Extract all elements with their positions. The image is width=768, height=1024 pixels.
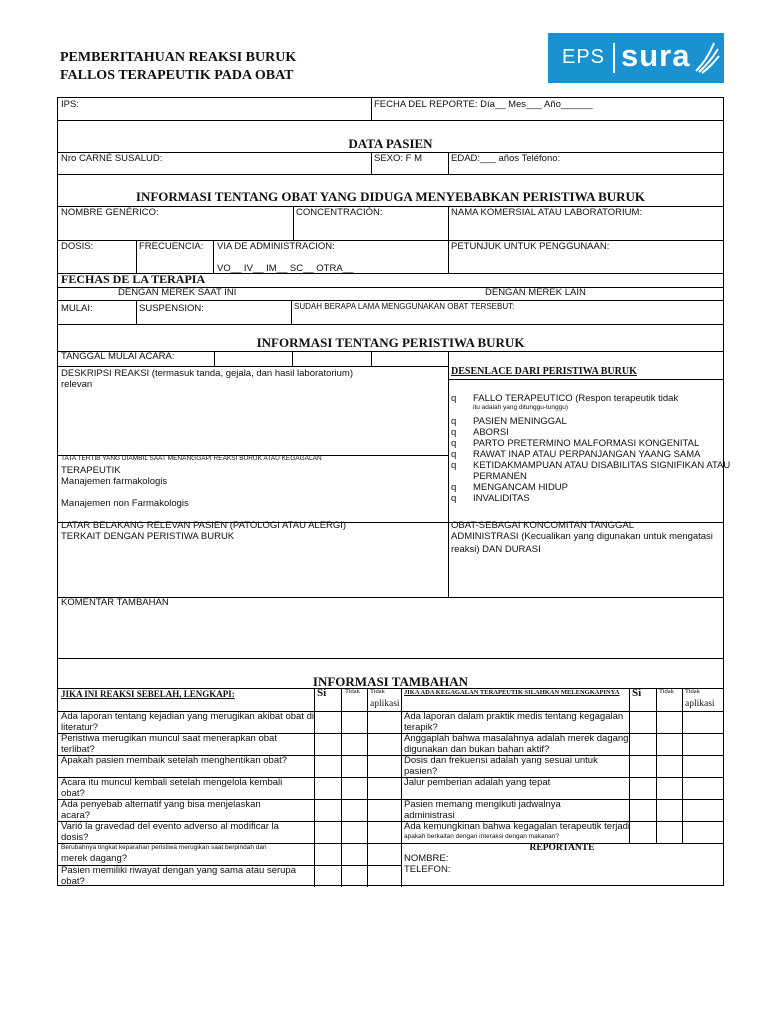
- left-section-heading: JIKA INI REAKSI SEBELAH, LENGKAPI:: [61, 689, 235, 699]
- question-row-small: Berubahnya tingkat keparahan peristiwa merugikan saat berpindah dari: [61, 844, 267, 851]
- patient-data-heading: DATA PASIEN: [348, 136, 433, 151]
- additional-info-heading: INFORMASI TAMBAHAN: [312, 674, 469, 689]
- reaction-description-label-2: relevan: [61, 379, 93, 390]
- failure-question-row: Ada kemungkinan bahwa kegagalan terapeutik terjadi: [404, 821, 631, 832]
- concomitant-drugs-label-3: reaksi) DAN DURASI: [451, 544, 541, 555]
- failure-question-row-small: apakah berkaitan dengan interaksi dengan makanan?: [404, 833, 560, 840]
- age-phone-field[interactable]: EDAD:___ años Teléfono:: [451, 153, 561, 164]
- logo-sura-text: sura: [621, 38, 691, 73]
- other-brand-label: DENGAN MEREK LAIN: [485, 287, 586, 298]
- concentration-field[interactable]: CONCENTRACIÓN:: [296, 207, 383, 218]
- question-row-cont: merek dagang?: [61, 853, 128, 864]
- sex-field[interactable]: SEXO: F M: [374, 153, 423, 164]
- start-field[interactable]: MULAI:: [61, 303, 93, 314]
- question-row: Peristiwa merugikan muncul saat menerapkan obat: [61, 733, 277, 744]
- reporter-phone-field[interactable]: TELEFON:: [404, 864, 451, 875]
- outcome-heading: DESENLACE DARI PERISTIWA BURUK: [451, 366, 637, 377]
- outcome-label: PASIEN MENINGGAL: [473, 416, 567, 427]
- na-column-header-2: aplikasi: [370, 699, 400, 709]
- checkbox-invaliditas[interactable]: q: [451, 493, 457, 504]
- question-row: Ada penyebab alternatif yang bisa menjelaskan: [61, 799, 261, 810]
- failure-question-row: Dosis dan frekuensi adalah yang sesuai untuk: [404, 755, 598, 766]
- form-title: PEMBERITAHUAN REAKSI BURUK: [60, 50, 297, 65]
- checkbox-meninggal[interactable]: q: [451, 416, 457, 427]
- dose-field[interactable]: DOSIS:: [61, 241, 94, 252]
- reaction-description-label: DESKRIPSI REAKSI (termasuk tanda, gejala, dan hasil laboratorium): [61, 368, 353, 379]
- route-field[interactable]: VIA DE ADMINISTRACION:: [217, 241, 335, 252]
- failure-question-row: Jalur pemberian adalah yang tepat: [404, 777, 551, 788]
- therapy-dates-heading: FECHAS DE LA TERAPIA: [61, 272, 206, 286]
- reporter-name-field[interactable]: NOMBRE:: [404, 853, 449, 864]
- actions-taken-label: TATA TERTIB YANG DIAMBIL SAAT MENANGGAPI REAKSI BURUK ATAU KEGAGALAN: [61, 455, 322, 462]
- therapeutic-label: TERAPEUTIK: [61, 465, 121, 476]
- na-column-header-right-2: aplikasi: [685, 699, 715, 709]
- na-column-header-right: Tidak: [685, 688, 700, 695]
- checkbox-fallo[interactable]: q: [451, 393, 457, 404]
- duration-field[interactable]: SUDAH BERAPA LAMA MENGGUNAKAN OBAT TERSEBUT:: [294, 302, 515, 311]
- commercial-name-field[interactable]: NAMA KOMERSIAL ATAU LABORATORIUM:: [451, 207, 643, 218]
- eps-sura-logo: [548, 33, 724, 83]
- checkbox-parto[interactable]: q: [451, 438, 457, 449]
- usage-instructions-field[interactable]: PETUNJUK UNTUK PENGGUNAAN:: [451, 241, 610, 252]
- concomitant-drugs-label: OBAT-SEBAGAI KONCOMITAN TANGGAL: [451, 520, 634, 531]
- failure-question-row-cont: pasien?: [404, 766, 438, 777]
- checkbox-aborsi[interactable]: q: [451, 427, 457, 438]
- failure-question-row-cont: administrasi: [404, 810, 455, 821]
- question-row: Pasien memiliki riwayat dengan yang sama atau serupa: [61, 865, 296, 876]
- carne-field[interactable]: Nro CARNÉ SUSALUD:: [61, 153, 163, 164]
- outcome-fallo-label: FALLO TERAPEUTICO (Respon terapeutik tidak: [473, 393, 679, 404]
- si-column-header: Si: [317, 687, 327, 699]
- question-row-cont: literatur?: [61, 722, 98, 733]
- outcome-label-cont: PERMANEN: [473, 471, 527, 482]
- failure-question-row: Ada laporan dalam praktik medis tentang kegagalan: [404, 711, 624, 722]
- reporter-heading: REPORTANTE: [529, 843, 595, 853]
- patient-history-label: LATAR BELAKANG RELEVAN PASIEN (PATOLOGI ATAU ALERGI): [61, 520, 347, 531]
- checkbox-mengancam[interactable]: q: [451, 482, 457, 493]
- failure-question-row: Anggaplah bahwa masalahnya adalah merek dagang: [404, 733, 629, 744]
- generic-name-field[interactable]: NOMBRE GENÉRICO:: [61, 207, 159, 218]
- suspension-field[interactable]: SUSPENSION:: [139, 303, 204, 314]
- pharmacologic-management-label: Manajemen farmakologis: [61, 476, 168, 487]
- outcome-label: RAWAT INAP ATAU PERPANJANGAN YAANG SAMA: [473, 449, 701, 460]
- outcome-label: KETIDAKMAMPUAN ATAU DISABILITAS SIGNIFIKAN ATAU: [473, 460, 731, 471]
- drug-info-heading: INFORMASI TENTANG OBAT YANG DIDUGA MENYEBABKAN PERISTIWA BURUK: [135, 189, 646, 204]
- report-form: [57, 97, 731, 887]
- failure-question-row: Pasien memang mengikuti jadwalnya: [404, 799, 561, 810]
- report-date-field[interactable]: FECHA DEL REPORTE: Día__ Mes___ Año______: [374, 99, 593, 110]
- checkbox-ketidakmampuan[interactable]: q: [451, 460, 457, 471]
- concomitant-drugs-label-2: ADMINISTRASI (Kecualikan yang digunakan untuk mengatasi: [451, 531, 713, 542]
- question-row: Ada laporan tentang kejadian yang merugikan akibat obat di: [61, 711, 314, 722]
- question-row-cont: obat?: [61, 788, 85, 799]
- tidak-column-header: Tidak: [345, 688, 360, 695]
- question-row: Acara itu muncul kembali setelah mengelola kembali: [61, 777, 283, 788]
- ips-field[interactable]: IPS:: [61, 99, 79, 110]
- wing-icon: [694, 41, 720, 75]
- failure-question-row-cont: digunakan dan bukan bahan aktif?: [404, 744, 550, 755]
- na-column-header: Tidak: [370, 688, 385, 695]
- tidak-column-header-right: Tidak: [659, 688, 674, 695]
- question-row-cont: acara?: [61, 810, 91, 821]
- non-pharmacologic-management-label: Manajemen non Farmakologis: [61, 498, 189, 509]
- question-row: Varió la gravedad del evento adverso al modificar la: [61, 821, 279, 832]
- outcome-label: INVALIDITAS: [473, 493, 530, 504]
- logo-divider: [613, 43, 615, 73]
- form-subtitle: FALLOS TERAPEUTIK PADA OBAT: [60, 68, 294, 83]
- adverse-event-heading: INFORMASI TENTANG PERISTIWA BURUK: [256, 335, 525, 350]
- checkbox-rawat-inap[interactable]: q: [451, 449, 457, 460]
- additional-comments-label[interactable]: KOMENTAR TAMBAHAN: [61, 597, 169, 608]
- event-start-date-field[interactable]: TANGGAL MULAI ACARA:: [61, 351, 175, 362]
- outcome-label: PARTO PRETERMINO MALFORMASI KONGENITAL: [473, 438, 700, 449]
- right-section-heading: JIKA ADA KEGAGALAN TERAPEUTIK SILAHKAN MELENGKAPINYA: [404, 689, 620, 696]
- logo-eps-text: EPS: [562, 46, 606, 68]
- outcome-label: MENGANCAM HIDUP: [473, 482, 569, 493]
- current-brand-label: DENGAN MEREK SAAT INI: [118, 287, 237, 298]
- question-row-cont: dosis?: [61, 832, 89, 843]
- failure-question-row-cont: terapik?: [404, 722, 438, 733]
- patient-history-label-2: TERKAIT DENGAN PERISTIWA BURUK: [61, 531, 235, 542]
- route-options[interactable]: VO__ IV__ IM__ SC__ OTRA__: [217, 263, 354, 274]
- question-row-cont: terlibat?: [61, 744, 95, 755]
- frequency-field[interactable]: FRECUENCIA:: [139, 241, 204, 252]
- si-column-header-right: Si: [632, 687, 642, 699]
- question-row-cont: obat?: [61, 876, 85, 887]
- outcome-label: ABORSI: [473, 427, 509, 438]
- question-row: Apakah pasien membaik setelah menghentikan obat?: [61, 755, 288, 766]
- outcome-fallo-note: itu adalah yang ditunggu-tunggu): [473, 404, 569, 411]
